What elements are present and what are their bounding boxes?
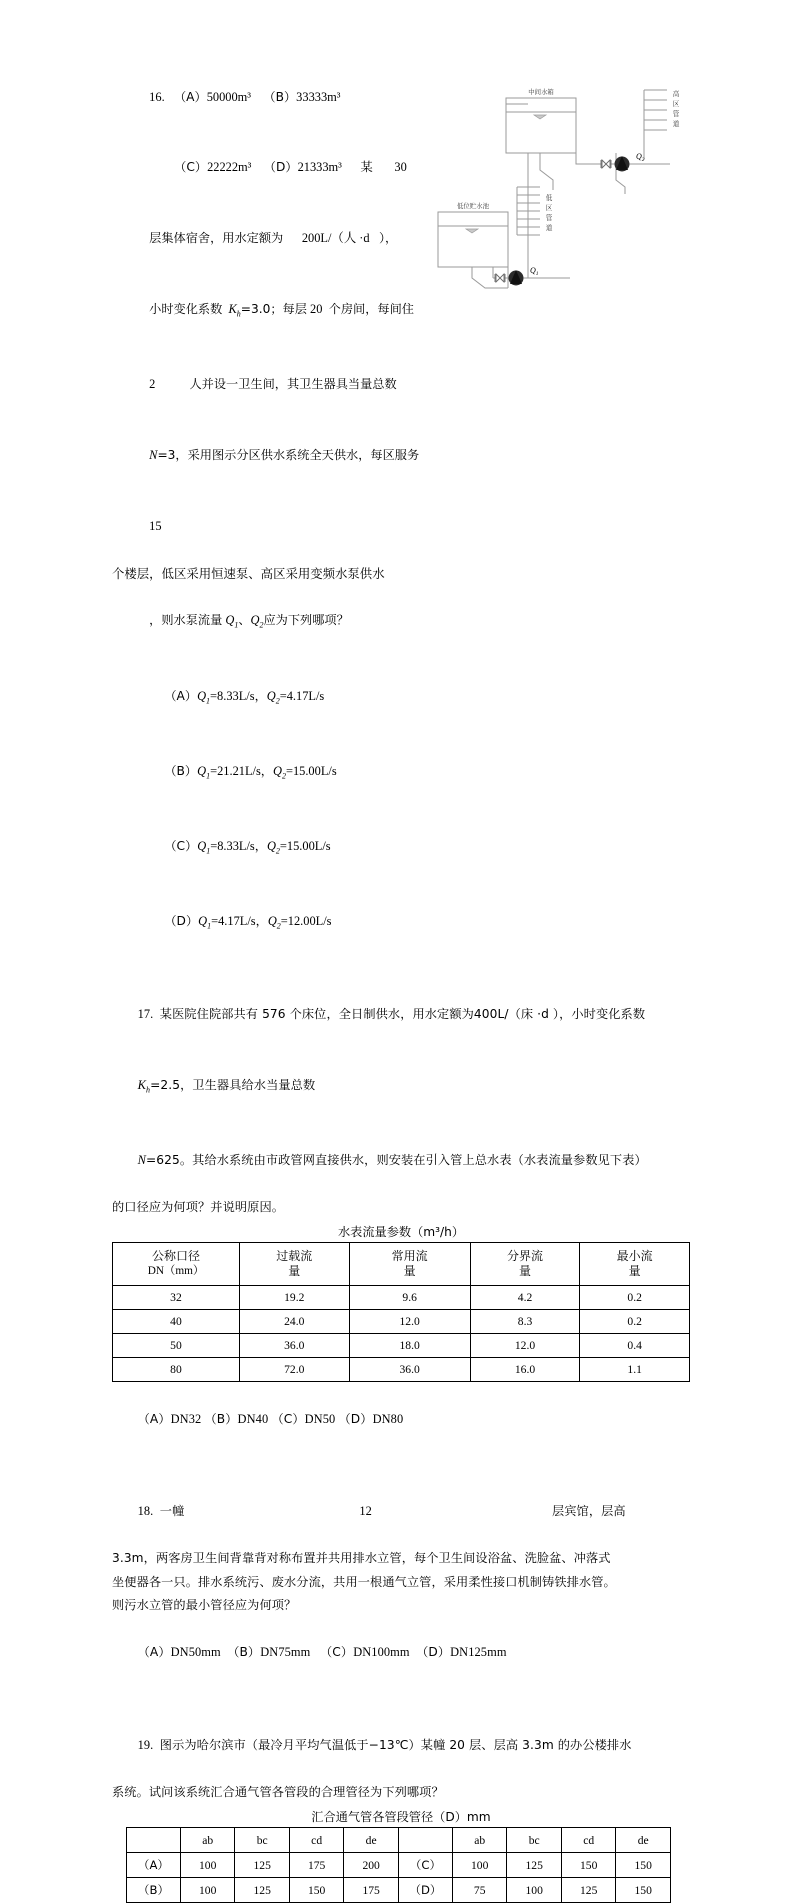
prev-option-b-label: （B） [263,89,297,104]
label-high-zone-pipe [673,89,680,128]
vent-pipe-diameter-table [126,1827,671,1903]
q18-line1-a: 一幢 [159,1504,185,1519]
svg-text:低: 低 [545,194,553,202]
q17-symbol-kh: $K_h$ [137,1077,151,1095]
vent-header-left-de: de [344,1828,398,1853]
q18-option-b-text: DN75mm [260,1645,311,1660]
meter-cell-0: 32 [113,1286,240,1310]
meter-cell-3: 4.2 [470,1286,580,1310]
q16-l8tail: 应为下列哪项？ [263,613,349,628]
q18-line3: 坐便器各一只。排水系统污、废水分流，共用一根通气立管，采用柔性接口机制铸铁排水管。 [112,1574,616,1589]
q19-line2: 系统。试问该系统汇合通气管各管段的合理管径为下列哪项？ [112,1784,444,1799]
meter-th-overload-sub: 量 [288,1264,301,1279]
q16-options [112,662,442,962]
q16-option-d-q2sym: $Q_2$ [267,914,281,931]
vent-header-right-bc: bc [507,1828,561,1853]
meter-th-min-cn: 最小流 [616,1249,653,1264]
vent-table-title-text: 汇合通气管各管段管径（D）mm [311,1810,491,1825]
q16-prev-options-row1 [112,62,442,133]
meter-th-normal-sub: 量 [403,1264,416,1279]
vent-option-label: （A） [127,1853,181,1878]
q19-line1 [112,1710,690,1781]
pump-label-q1: $Q_1$ [530,266,539,277]
q17-option-c-text: DN50 [304,1411,336,1426]
q16-option-c-q2: =15.00L/s [279,839,331,854]
q16-prev-options-row2 [112,133,442,204]
q16-option-b-q2sym: $Q_2$ [272,764,286,781]
q16-stem-line3 [112,274,442,349]
label-low-zone-pipe [546,194,553,232]
q17-option-c-label: （C） [271,1411,305,1426]
meter-cell-4: 0.4 [580,1334,690,1358]
q16-option-a-q2: =4.17L/s [279,689,325,704]
meter-table-header-row [113,1243,690,1286]
vent-cell-left-1: 125 [235,1878,289,1903]
question-16-number: 16. [149,89,165,104]
svg-text:区: 区 [545,204,553,212]
question-17-number: 17. [137,1007,154,1022]
q17-line3-text: =625。其给水系统由市政管网直接供水，则安装在引入管上总水表（水表流量参数见下表） [145,1152,647,1167]
table-row [113,1334,690,1358]
q16-stem-line8 [112,586,442,661]
vent-cell-right-3: 150 [616,1878,671,1903]
meter-table-title-text: 水表流量参数（m³/h） [337,1225,465,1240]
meter-cell-4: 0.2 [580,1310,690,1334]
q17-line2-text: =2.5，卫生器具给水当量总数 [150,1077,316,1092]
meter-th-boundary [470,1243,580,1286]
svg-text:道: 道 [672,120,680,128]
q17-line4: 的口径应为何项？并说明原因。 [112,1199,285,1214]
symbol-n: N [149,447,158,462]
pump-icon-high [615,156,630,172]
table-row [127,1853,671,1878]
q17-option-a-label: （A） [137,1411,171,1426]
q18-options [112,1618,690,1689]
q16-option-d-q1: =4.17L/s [211,914,256,929]
q19-line1-text: 图示为哈尔滨市（最冷月平均气温低于−13℃）某幢 20 层、层高 3.3m 的办公楼排水 [159,1737,632,1752]
label-low-reservoir: 低位贮水池 [457,202,489,210]
q16-stem-line6 [112,491,442,562]
vent-cell-right-2: 150 [561,1853,615,1878]
vent-header-right-de: de [616,1828,671,1853]
q16-l8a: ，则水泵流量 [149,613,223,628]
question-18-number: 18. [137,1504,154,1519]
question-17 [112,980,690,1455]
valve-icon-high [601,160,611,168]
q17-option-d-text: DN80 [372,1411,404,1426]
q18-option-b-label: （B） [227,1645,261,1660]
vent-header-blank-left [127,1828,181,1853]
q18-line2: 3.3m，两客房卫生间背靠背对称布置并共用排水立管，每个卫生间设浴盆、洗脸盆、冲落式 [112,1551,611,1566]
q16-option-a-q1: =8.33L/s [210,689,255,704]
q16-option-b-q2: =15.00L/s [285,764,337,779]
q18-option-a-text: DN50mm [170,1645,221,1660]
q16-option-d-q1sym: $Q_1$ [198,914,212,931]
q16-option-d: $(D)Q_1=4.17L/s$，$Q_2=12.00L/s$ [164,914,332,931]
label-middle-tank: 中间水箱 [528,88,554,96]
prev-option-a-label: （A） [173,89,207,104]
meter-cell-3: 8.3 [470,1310,580,1334]
q16-option-a: $(A)Q_1=8.33L/s$，$Q_2=4.17L/s$ [164,689,325,706]
meter-cell-3: 16.0 [470,1358,580,1382]
svg-text:道: 道 [545,224,553,232]
svg-text:区: 区 [672,100,680,108]
meter-th-min [580,1243,690,1286]
meter-th-overload-cn: 过载流 [276,1249,313,1264]
q17-line3 [112,1125,690,1196]
vent-option-label: （C） [398,1853,452,1878]
meter-cell-0: 80 [113,1358,240,1382]
q18-option-c-text: DN100mm [353,1645,410,1660]
meter-cell-2: 9.6 [349,1286,470,1310]
meter-th-overload [239,1243,349,1286]
vent-cell-left-3: 200 [344,1853,398,1878]
q16-l3kval: =3.0；每层 [240,301,307,316]
vent-cell-right-1: 100 [507,1878,561,1903]
q17-option-a-text: DN32 [170,1411,202,1426]
prev-option-d-label: （D） [263,160,298,175]
q16-option-c-label: （C） [164,839,198,854]
vent-cell-left-0: 100 [180,1853,234,1878]
q16-option-c-q1sym: $Q_1$ [197,839,211,856]
q16-option-b: $(B)Q_1=21.21L/s$，$Q_2=15.00L/s$ [164,764,337,781]
svg-text:高: 高 [672,90,680,98]
vent-header-right-ab: ab [452,1828,506,1853]
q18-option-a-label: （A） [137,1645,171,1660]
q16-stem-lead-cn: 某 [360,160,373,175]
question-19 [112,1710,690,1903]
vent-header-left-ab: ab [180,1828,234,1853]
q17-symbol-n: N [137,1152,146,1167]
meter-table-title [112,1223,690,1240]
q18-line4: 则污水立管的最小管径应为何项？ [112,1598,297,1613]
valve-icon-low [495,274,505,282]
q16-option-c-q2sym: $Q_2$ [266,839,280,856]
vent-cell-left-1: 125 [235,1853,289,1878]
q16-option-d-label: （D） [164,914,199,929]
meter-th-boundary-cn: 分界流 [507,1249,544,1264]
q16-option-a-q1sym: $Q_1$ [197,689,211,706]
q16-stem-line4 [112,350,442,421]
q16-option-d-q2: =12.00L/s [280,914,332,929]
q16-l6num: 15 [149,518,162,533]
q16-stem-line2 [112,204,442,275]
vent-header-blank-right [398,1828,452,1853]
q18-line1-b: 层宾馆，层高 [551,1504,626,1519]
meter-th-min-sub: 量 [628,1264,641,1279]
q17-option-b-label: （B） [204,1411,238,1426]
zoned-water-supply-diagram [430,60,692,294]
symbol-kh: $K_h$ [228,301,241,319]
prev-option-b-value: 33333m³ [296,89,341,104]
q17-line1-text: 某医院住院部共有 576 个床位，全日制供水，用水定额为400L/（床 ·d ），小时变化系数 [159,1007,646,1022]
meter-cell-0: 40 [113,1310,240,1334]
vent-option-label: （B） [127,1878,181,1903]
meter-cell-2: 18.0 [349,1334,470,1358]
q16-stem-line5 [112,420,442,491]
q17-line1 [112,980,690,1051]
q16-l3a: 小时变化系数 [149,301,223,316]
table-row [127,1878,671,1903]
q16-stem-line7: 个楼层，低区采用恒速泵、高区采用变频水泵供水 [112,565,385,581]
q18-line1 [112,1477,690,1548]
q16-option-b-q1: =21.21L/s [210,764,261,779]
q17-option-b-text: DN40 [237,1411,269,1426]
svg-text:管: 管 [545,214,553,222]
q16-stem-floors: 30 [394,160,407,175]
meter-th-normal [349,1243,470,1286]
vent-cell-right-1: 125 [507,1853,561,1878]
q16-l2c: ）， [378,231,398,246]
vent-table-body [127,1828,671,1903]
pump-label-q2: $Q_2$ [636,152,645,163]
prev-option-c-label: （C） [174,160,208,175]
meter-cell-2: 12.0 [349,1310,470,1334]
q16-l2a: 层集体宿舍，用水定额为 [149,231,284,246]
symbol-q2: $Q_2$ [250,613,264,630]
meter-th-dn-cn: 公称口径 [151,1249,200,1264]
question-16-top [112,62,690,962]
meter-table-body [113,1286,690,1382]
question-18 [112,1477,690,1689]
table-row [113,1286,690,1310]
q18-line1-floors: 12 [359,1504,372,1519]
meter-cell-1: 19.2 [239,1286,349,1310]
meter-cell-4: 0.2 [580,1286,690,1310]
meter-th-normal-cn: 常用流 [391,1249,428,1264]
q16-option-b-q1sym: $Q_1$ [197,764,211,781]
question-16 [112,62,690,962]
q17-option-d-label: （D） [338,1411,373,1426]
vent-cell-left-2: 150 [289,1878,343,1903]
prev-option-a-value: 50000m³ [206,89,252,104]
vent-cell-right-3: 150 [616,1853,671,1878]
vent-header-left-cd: cd [289,1828,343,1853]
q16-option-a-q2sym: $Q_2$ [266,689,280,706]
water-meter-parameters-table [112,1242,690,1382]
prev-option-c-value: 22222m³ [207,160,252,175]
vent-cell-left-0: 100 [180,1878,234,1903]
q16-option-c: $(C)Q_1=8.33L/s$，$Q_2=15.00L/s$ [164,839,331,856]
table-row [113,1358,690,1382]
vent-header-row [127,1828,671,1853]
q18-option-d-label: （D） [416,1645,451,1660]
vent-header-left-bc: bc [235,1828,289,1853]
q18-option-c-label: （C） [320,1645,354,1660]
q16-l4tail: 人并设一卫生间，其卫生器具当量总数 [189,377,397,392]
q16-l4num: 2 [149,377,156,392]
q16-l2b: 200L/（人 ·d [301,231,370,246]
q16-option-c-q1: =8.33L/s [210,839,255,854]
meter-cell-1: 24.0 [239,1310,349,1334]
meter-th-boundary-sub: 量 [519,1264,532,1279]
table-row [113,1310,690,1334]
meter-cell-4: 1.1 [580,1358,690,1382]
q16-option-a-label: （A） [164,689,198,704]
vent-option-label: （D） [398,1878,452,1903]
q16-l3num: 20 [310,301,323,316]
meter-th-dn-sub: DN（mm） [147,1265,205,1278]
vent-table-title [112,1808,690,1825]
question-19-number: 19. [137,1737,154,1752]
vent-header-right-cd: cd [561,1828,615,1853]
symbol-q1: $Q_1$ [225,613,239,630]
vent-cell-right-0: 75 [452,1878,506,1903]
vent-cell-right-2: 125 [561,1878,615,1903]
question-16-text [112,62,442,962]
q16-l3tail: 个房间，每间住 [328,301,414,316]
meter-cell-1: 72.0 [239,1358,349,1382]
meter-cell-2: 36.0 [349,1358,470,1382]
svg-text:管: 管 [672,110,680,118]
pump-icon-low [509,270,524,286]
q16-l5tail: =3，采用图示分区供水系统全天供水，每区服务 [157,447,420,462]
q18-option-d-text: DN125mm [450,1645,507,1660]
prev-option-d-value: 21333m³ [297,160,342,175]
q16-l8mid: 、 [238,613,251,628]
meter-cell-3: 12.0 [470,1334,580,1358]
meter-cell-1: 36.0 [239,1334,349,1358]
meter-th-dn [113,1243,240,1286]
vent-cell-left-2: 175 [289,1853,343,1878]
meter-cell-0: 50 [113,1334,240,1358]
vent-cell-left-3: 175 [344,1878,398,1903]
vent-cell-right-0: 100 [452,1853,506,1878]
page-content [112,62,690,1903]
q17-line2 [112,1050,690,1125]
q17-options [112,1384,690,1455]
q16-option-b-label: （B） [164,764,198,779]
